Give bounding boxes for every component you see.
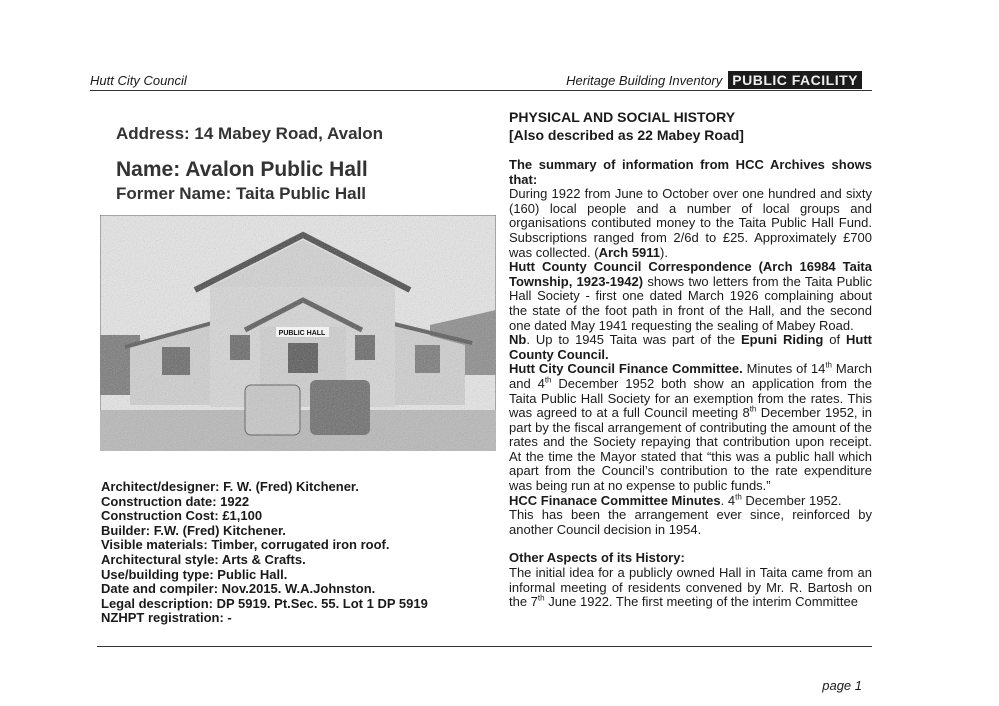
page-number: page 1 [822, 678, 862, 693]
detail-line: Construction date: 1922 [101, 493, 250, 509]
superscript: th [825, 360, 832, 370]
text-run: . 4 [720, 492, 736, 508]
history-paragraph [509, 494, 872, 509]
detail-line: Architect/designer: F. W. (Fred) Kitchener. [101, 479, 359, 494]
text-run: Hutt County Council Correspondence (Arch 16984 Taita Township, 1923-1942) [509, 259, 872, 289]
text-run: Minutes of 14 [742, 361, 826, 377]
detail-line: Use/building type: Public Hall. [101, 566, 288, 582]
text-run: December 1952, in part by the fiscal arrangement of contributing the amount of the rates and the Society repaying that contribution upon receipt. At the time the Mayor stated that “this was a public hall which apart from the Council’s contribution to the rate expenditure was being run at no expense to public funds.” [509, 405, 872, 494]
building-details [101, 480, 428, 626]
header-divider [90, 90, 872, 91]
history-paragraph [509, 333, 872, 362]
text-run: HCC Finanace Committee Minutes [509, 492, 721, 508]
former-name: Former Name: Taita Public Hall [116, 184, 367, 203]
header-organization: Hutt City Council [90, 73, 187, 88]
text-run: December 1952 both show an application from the Taita Public Hall Society for an exemption from the rates. This was agreed to at a full Council meeting 8 [509, 375, 872, 421]
superscript: th [544, 375, 552, 385]
text-run: Epuni Riding [740, 332, 824, 348]
text-run: ). [660, 244, 668, 260]
superscript: th [537, 593, 545, 603]
history-paragraph [509, 187, 872, 260]
history-paragraph [509, 158, 872, 187]
footer-divider [97, 646, 872, 647]
address-heading: Address: 14 Mabey Road, Avalon [116, 124, 384, 143]
text-run: March and 4 [509, 361, 873, 391]
text-run: shows two letters from the Taita Public Hall Society - first one dated March 1926 complaining about the state of the foot path in front of the Hall, and the second one dated May 1941 requesting the sealing of Mabey Road. [509, 273, 872, 333]
history-paragraph [509, 260, 872, 333]
text-run: . Up to 1945 Taita was part of the [526, 332, 741, 348]
detail-line: Visible materials: Timber, corrugated iron roof. [101, 537, 390, 553]
detail-line: Architectural style: Arts & Crafts. [101, 551, 306, 567]
detail-line: Builder: F.W. (Fred) Kitchener. [101, 522, 286, 538]
detail-line: NZHPT registration: - [101, 610, 232, 626]
text-run: During 1922 from June to October over one hundred and sixty (160) local people and a number of local groups and organisations contibuted money to the Taita Public Hall Fund. Subscriptions ranged from 2/6d to £25. Approximately £700 was collected. ( [509, 186, 872, 260]
text-run: Hutt City Council Finance Committee. [509, 361, 743, 377]
detail-line: Legal description: DP 5919. Pt.Sec. 55. Lot 1 DP 5919 [101, 595, 428, 611]
history-heading: PHYSICAL AND SOCIAL HISTORY [509, 109, 736, 125]
text-run: of [823, 332, 847, 348]
history-paragraph [509, 362, 872, 493]
text-run: June 1922. The first meeting of the interim Committee [544, 594, 858, 610]
header-right [566, 71, 862, 89]
history-subheading: [Also described as 22 Mabey Road] [509, 127, 744, 143]
history-paragraph [509, 566, 872, 610]
history-body [509, 158, 872, 610]
text-run: Arch 5911 [598, 244, 661, 260]
header-inventory-title: Heritage Building Inventory [566, 72, 723, 88]
text-run: This has been the arrangement ever since, reinforced by another Council decision in 1954. [509, 507, 872, 537]
text-run: Hutt County Council. [509, 332, 873, 362]
category-badge: PUBLIC FACILITY [728, 71, 862, 89]
history-section [509, 108, 872, 610]
text-run: The initial idea for a publicly owned Hall in Taita came from an informal meeting of residents convened by Mr. R. Bartosh on the 7 [509, 565, 872, 610]
detail-line: Date and compiler: Nov.2015. W.A.Johnston. [101, 581, 376, 597]
text-run: Other Aspects of its History: [509, 550, 685, 566]
superscript: th [735, 492, 742, 502]
detail-line: Construction Cost: £1,100 [101, 508, 263, 524]
history-paragraph [509, 551, 872, 566]
text-run: The summary of information from HCC Archives shows that: [509, 157, 872, 187]
building-photo [100, 215, 496, 451]
text-run: Nb [509, 332, 527, 348]
photo-sign-text: PUBLIC HALL [278, 330, 326, 337]
building-name: Name: Avalon Public Hall [116, 158, 368, 181]
history-paragraph [509, 508, 872, 537]
superscript: th [749, 404, 757, 414]
text-run: December 1952. [741, 492, 842, 508]
